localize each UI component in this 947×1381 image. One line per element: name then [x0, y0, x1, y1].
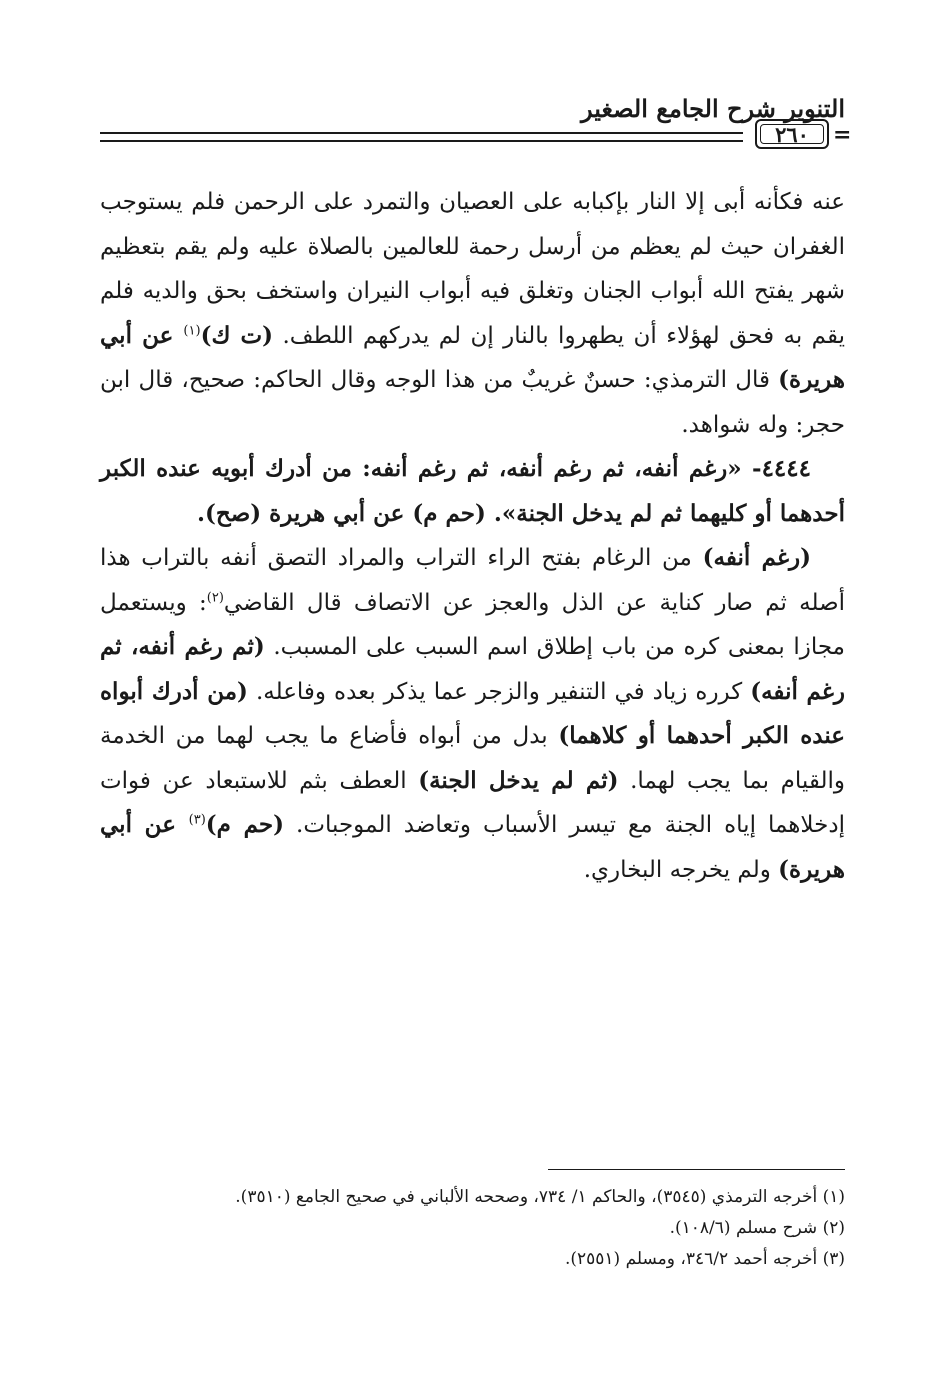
- footnote-2: (٢) شرح مسلم (١٠٨/٦).: [669, 1218, 845, 1238]
- footnote-marker: (٣): [188, 812, 206, 828]
- footnotes: [100, 1182, 845, 1275]
- header-mark: =: [833, 122, 852, 148]
- paragraph-continuation: [100, 180, 845, 447]
- quoted-phrase: (رغم أنفه): [702, 544, 811, 571]
- header-rule: [100, 132, 743, 142]
- text-run: كرره زياد في التنفير والزجر عما يذكر بعده وفاعله.: [247, 678, 751, 705]
- text-run: : ويستعمل مجازا بمعنى كره من باب إطلاق اسم السبب على المسبب.: [100, 589, 845, 660]
- quoted-phrase: (من أدرك أبواه عنده الكبر أحدهما أو كلاهما): [100, 677, 845, 749]
- text-run: من الرغام بفتح الراء التراب والمراد التصق أنفه بالتراب هذا أصله ثم صار كناية عن الذل والعجز عن الاتصاف قال القاضي: [100, 545, 845, 616]
- hadith-4444: [100, 447, 845, 536]
- footnote-marker: (١): [183, 322, 201, 338]
- quoted-phrase: (ثم لم يدخل الجنة): [418, 766, 619, 794]
- book-title: التنوير شرح الجامع الصغير: [581, 94, 845, 123]
- hadith-text: ٤٤٤٤- «رغم أنفه، ثم رغم أنفه، ثم رغم أنفه: من أدرك أبويه عنده الكبر أحدهما أو كليهما ثم لم يدخل الجنة». (حم م) عن أبي هريرة (صح).: [100, 455, 845, 527]
- quoted-phrase: (ثم رغم أنفه، ثم رغم أنفه): [100, 633, 846, 705]
- text-run: قال الترمذي: حسنٌ غريبٌ من هذا الوجه وقال الحاكم: صحيح، قال ابن حجر: وله شواهد.: [100, 367, 845, 438]
- footnote-separator: [548, 1169, 845, 1170]
- commentary-paragraph: [100, 536, 845, 892]
- page-number: ٢٦٠: [755, 119, 829, 149]
- text-run: العطف بثم للاستبعاد عن فوات إدخلاهما إياه الجنة مع تيسر الأسباب وتعاضد الموجبات.: [100, 767, 845, 838]
- narrator-ref: عن أبي هريرة): [100, 321, 845, 393]
- footnote-1: (١) أخرجه الترمذي (٣٥٤٥)، والحاكم ١/ ٧٣٤، وصححه الألباني في صحيح الجامع (٣٥١٠).: [235, 1187, 845, 1207]
- main-text: [100, 180, 845, 892]
- source-ref: (حم م): [205, 811, 285, 838]
- text-run: بدل من أبواه فأضاع ما يجب لهما من الخدمة والقيام بما يجب لهما.: [100, 723, 846, 794]
- footnote-3: (٣) أخرجه أحمد ٣٤٦/٢، ومسلم (٢٥٥١).: [564, 1249, 845, 1269]
- text-run: عنه فكأنه أبى إلا النار بإكبابه على العصيان والتمرد على الرحمن فلم يستوجب الغفران حيث لم يعظم من أرسل رحمة للعالمين بالصلاة عليه ولم يقم بتعظيم شهر يفتح الله أبواب الجنان وتغلق فيه أبواب النيران واستخف بحق والديه فلم يقم به فحق لهؤلاء أن يطهروا بالنار إن لم يدركهم اللطف.: [100, 189, 845, 349]
- source-ref: (ت ك): [200, 321, 274, 349]
- footnote-marker: (٢): [206, 589, 224, 605]
- narrator-ref: عن أبي هريرة): [100, 811, 845, 883]
- text-run: ولم يخرجه البخاري.: [583, 856, 779, 883]
- running-header: [100, 88, 852, 158]
